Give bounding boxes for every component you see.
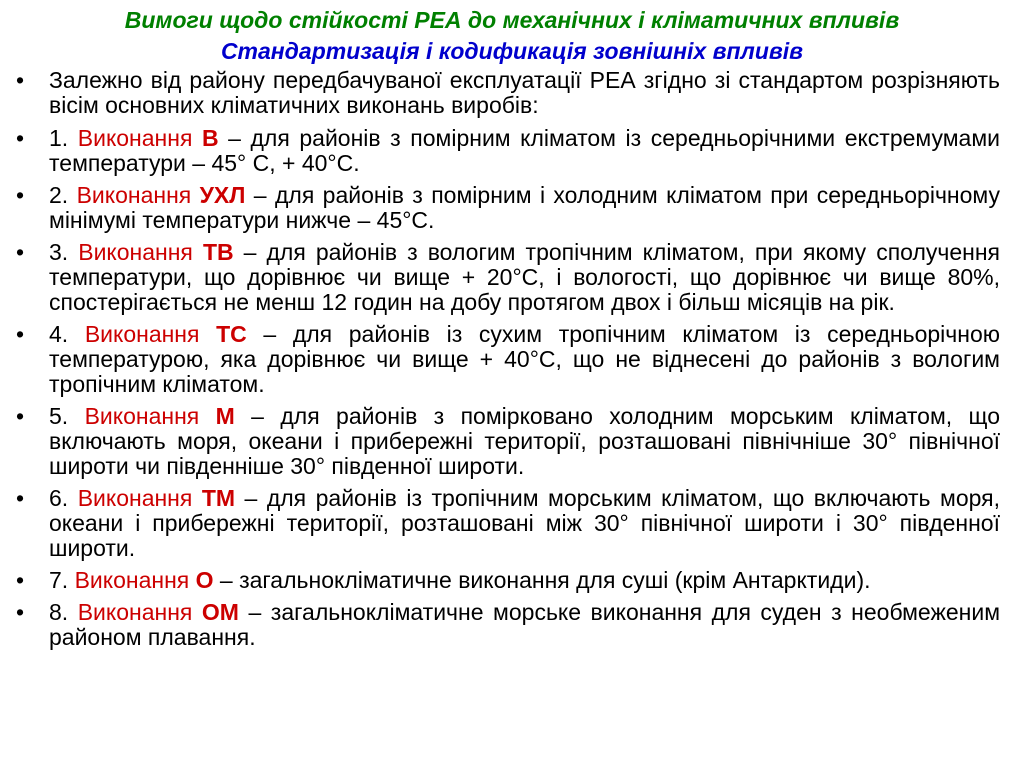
execution-description: – для районів з вологим тропічним кліматом, при якому сполучення температури, що дорівнює чи вище + 20°С, і вологості, що дорівнює чи вище 80%, спостерігається не менш 12 годин на добу протягом двох і більш місяців на рік. — [49, 239, 1000, 315]
execution-description: – для районів з помірковано холодним морським кліматом, що включають моря, океани і прибережні території, розташовані північніше 30° північної широти чи південніше 30° південної широти. — [49, 403, 1001, 479]
bullet-icon: • — [15, 182, 25, 208]
execution-code: УХЛ — [199, 182, 246, 208]
item-number: 5. — [49, 403, 85, 429]
execution-label: Виконання — [78, 239, 203, 265]
bullet-icon: • — [15, 239, 25, 265]
item-number: 6. — [49, 485, 78, 511]
intro-text: Залежно від району передбачуваної експлуатації РЕА згідно зі стандартом розрізняють вісім основних кліматичних виконань виробів: — [49, 67, 1000, 118]
bullet-list — [0, 68, 1024, 657]
execution-item-3 — [0, 240, 1024, 315]
execution-code: ТМ — [201, 485, 236, 511]
execution-item-7 — [0, 568, 1024, 593]
execution-code: М — [215, 403, 235, 429]
execution-code: ТС — [216, 321, 247, 347]
slide-subtitle: Стандартизація і кодификація зовнішніх впливів — [220, 38, 804, 64]
bullet-icon: • — [15, 125, 25, 151]
execution-item-2 — [0, 183, 1024, 233]
bullet-icon: • — [15, 67, 25, 93]
execution-description: – для районів з помірним кліматом із середньорічними екстремумами температури – 45° С, + 40°С. — [49, 125, 1000, 176]
execution-description: – для районів із сухим тропічним кліматом із середньорічною температурою, яка дорівнює чи вище + 40°С, що не віднесені до районів з вологим тропічним кліматом. — [49, 321, 1000, 397]
item-number: 2. — [49, 182, 77, 208]
execution-description: – для районів з помірним і холодним кліматом при середньорічному мінімумі температури нижче – 45°С. — [49, 182, 1000, 233]
execution-code: ОМ — [201, 599, 239, 625]
item-number: 3. — [49, 239, 79, 265]
execution-description: – загальнокліматичне морське виконання для суден з необмеженим районом плавання. — [49, 599, 1001, 650]
execution-item-4 — [0, 322, 1024, 397]
item-number: 7. — [49, 567, 75, 593]
intro-item — [0, 68, 1024, 118]
bullet-icon: • — [15, 403, 25, 429]
execution-label: Виконання — [77, 599, 202, 625]
execution-label: Виконання — [84, 403, 216, 429]
execution-description: – загальнокліматичне виконання для суші (крім Антарктиди). — [213, 567, 871, 593]
execution-label: Виконання — [76, 182, 200, 208]
bullet-icon: • — [15, 485, 25, 511]
bullet-icon: • — [15, 321, 25, 347]
execution-description: – для районів із тропічним морським кліматом, що включають моря, океани і прибережні території, розташовані між 30° північної широти і 30° південної широти. — [49, 485, 1001, 561]
bullet-icon: • — [15, 567, 25, 593]
execution-item-5 — [0, 404, 1024, 479]
item-number: 4. — [49, 321, 85, 347]
item-number: 1. — [49, 125, 78, 151]
execution-label: Виконання — [77, 125, 202, 151]
bullet-icon: • — [15, 599, 25, 625]
execution-item-1 — [0, 126, 1024, 176]
execution-label: Виконання — [74, 567, 196, 593]
execution-label: Виконання — [84, 321, 217, 347]
execution-item-8 — [0, 600, 1024, 650]
execution-code: О — [195, 567, 214, 593]
item-number: 8. — [49, 599, 78, 625]
slide-title: Вимоги щодо стійкості РЕА до механічних і кліматичних впливів — [124, 7, 900, 33]
execution-code: ТВ — [202, 239, 234, 265]
execution-label: Виконання — [77, 485, 202, 511]
execution-item-6 — [0, 486, 1024, 561]
execution-code: В — [201, 125, 219, 151]
